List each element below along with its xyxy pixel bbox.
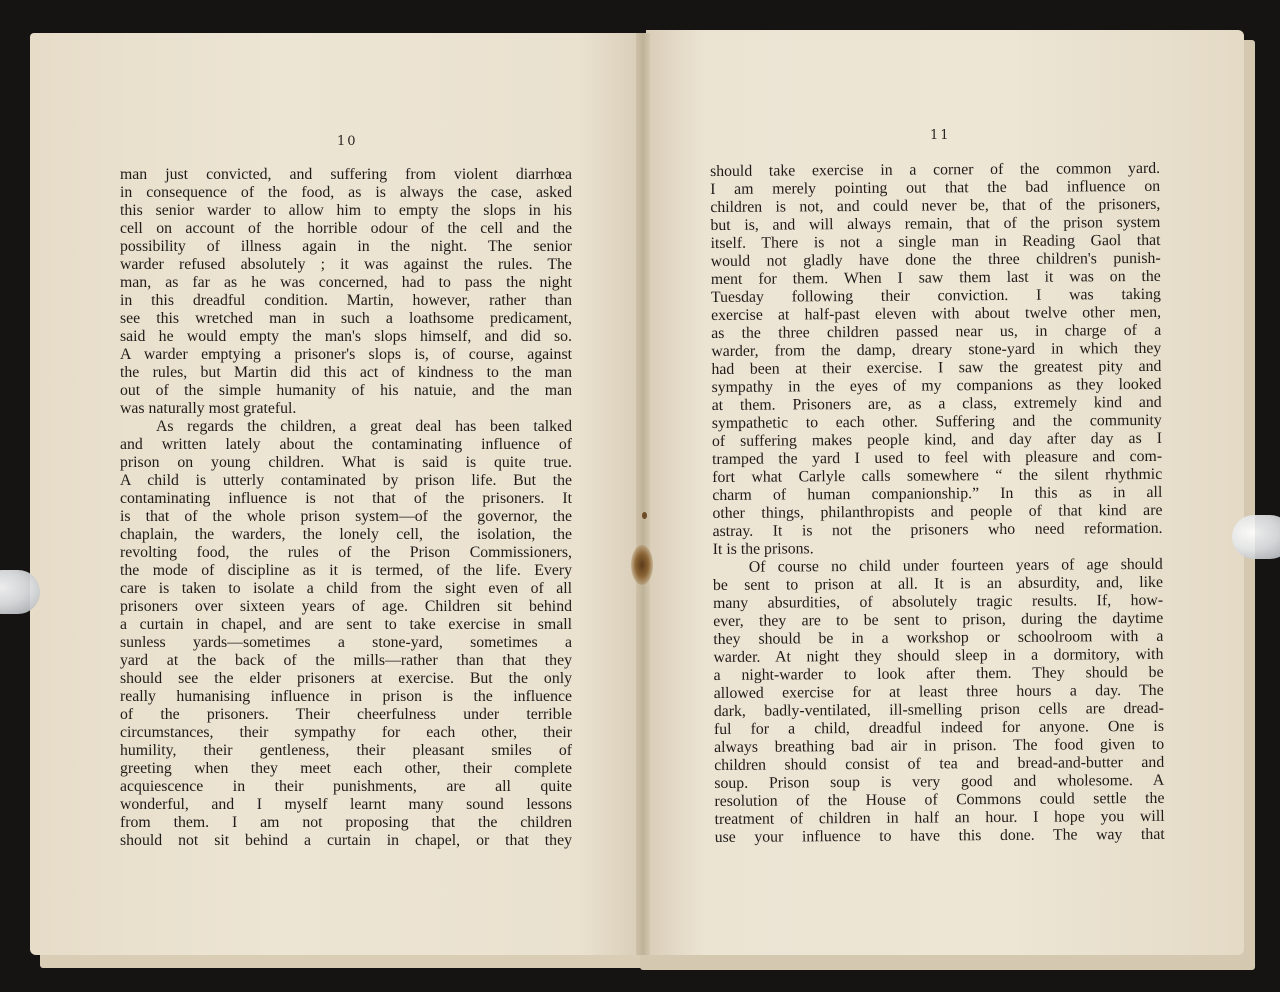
text-line: prisoners over sixteen years of age. Children sit behind xyxy=(120,598,572,615)
text-line: was naturally most grateful. xyxy=(120,400,297,417)
text-line: of suffering makes people kind, and day after day as I xyxy=(711,429,1162,450)
text-line: tramped the yard I used to feel with pleasure and com- xyxy=(712,447,1163,468)
text-line: humility, their gentleness, their pleasant smiles of xyxy=(120,742,572,759)
text-line: prison on young children. What is said is quite true. xyxy=(120,454,572,471)
text-line: A child is utterly contaminated by prison life. But the xyxy=(120,472,572,489)
text-line: in consequence of the food, as is always the case, asked xyxy=(120,184,572,201)
text-line: use your influence to have this done. The way that xyxy=(714,825,1165,846)
text-line: a curtain in chapel, and are sent to take exercise in small xyxy=(120,616,572,633)
text-line: warder. At night they should sleep in a dormitory, with xyxy=(713,645,1164,666)
text-line: charm of human companionship.” In this as in all xyxy=(712,483,1163,504)
text-line: revolting food, the rules of the Prison Commissioners, xyxy=(120,544,572,561)
text-line: said he would empty the man's slops himself, and did so. xyxy=(120,328,572,345)
gutter-stain xyxy=(631,545,653,585)
text-line: the mode of discipline as it is termed, of the life. Every xyxy=(120,562,572,579)
text-line: should not sit behind a curtain in chapel, or that they xyxy=(120,832,572,849)
text-line: chaplain, the warders, the lonely cell, the isolation, the xyxy=(120,526,572,543)
text-line: man just convicted, and suffering from violent diarrhœa xyxy=(120,166,572,183)
text-line: of the prisoners. Their cheerfulness under terrible xyxy=(120,706,572,723)
text-line: man, as far as he was concerned, had to pass the night xyxy=(120,274,572,291)
text-line: would not gladly have done the three children's punish- xyxy=(710,249,1161,270)
right-page-clip xyxy=(1232,515,1280,559)
text-line: this senior warder to allow him to empty the slops in his xyxy=(120,202,572,219)
text-line: sympathetic to each other. Suffering and the community xyxy=(711,411,1162,432)
text-line: astray. It is not the prisoners who need reformation. xyxy=(712,519,1163,540)
page-number-left: 10 xyxy=(337,134,358,149)
text-line: should see the elder prisoners at exercise. But the only xyxy=(120,670,572,687)
text-line: at them. Prisoners are, as a class, extremely kind and xyxy=(711,393,1162,414)
text-line: other things, philanthropists and people of that kind are xyxy=(712,501,1163,522)
text-line: children is not, and could never be, that of the prisoners, xyxy=(710,195,1161,216)
text-line: Of course no child under fourteen years of age should xyxy=(748,555,1163,576)
text-line: should take exercise in a corner of the common yard. xyxy=(710,159,1161,180)
text-line: many absurdities, of absolutely tragic results. If, how- xyxy=(713,591,1164,612)
text-line: but is, and will always remain, that of the prison system xyxy=(710,213,1161,234)
right-page-text xyxy=(710,160,1165,847)
text-line: ever, they are to be sent to prison, during the daytime xyxy=(713,609,1164,630)
text-line: had been at their exercise. I saw the greatest pity and xyxy=(711,357,1162,378)
text-line: I am merely pointing out that the bad influence on xyxy=(710,177,1161,198)
gutter-spot xyxy=(642,512,647,519)
text-line: resolution of the House of Commons could settle the xyxy=(714,789,1165,810)
text-line: sunless yards—sometimes a stone-yard, sometimes a xyxy=(120,634,572,651)
text-line: ment for them. When I saw them last it was on the xyxy=(710,267,1161,288)
text-line: warder, from the damp, dreary stone-yard in which they xyxy=(711,339,1162,360)
text-line: and written lately about the contaminating influence of xyxy=(120,436,572,453)
text-line: wonderful, and I myself learnt many sound lessons xyxy=(120,796,572,813)
text-line: exercise at half-past eleven with about twelve other men, xyxy=(711,303,1162,324)
text-line: warder refused absolutely ; it was against the rules. The xyxy=(120,256,572,273)
text-line: dark, badly-ventilated, ill-smelling prison cells are dread- xyxy=(713,699,1164,720)
text-line: ful for a child, dreadful indeed for anyone. One is xyxy=(713,717,1165,738)
text-line: circumstances, their sympathy for each other, their xyxy=(120,724,572,741)
text-line: out of the simple humanity of his natuie, and the man xyxy=(120,382,572,399)
text-line: from them. I am not proposing that the children xyxy=(120,814,572,831)
text-line: allowed exercise for at least three hours a day. The xyxy=(713,681,1164,702)
text-line: be sent to prison at all. It is an absurdity, and, like xyxy=(712,573,1163,594)
text-line: children should consist of tea and bread-and-butter and xyxy=(714,753,1165,774)
text-line: Tuesday following their conviction. I was taking xyxy=(710,285,1161,306)
text-line: a night-warder to look after them. They should be xyxy=(713,663,1164,684)
text-line: really humanising influence in prison is the influence xyxy=(120,688,572,705)
text-line: the rules, but Martin did this act of kindness to the man xyxy=(120,364,572,381)
text-line: treatment of children in half an hour. I hope you will xyxy=(714,807,1165,828)
text-line: A warder emptying a prisoner's slops is, of course, against xyxy=(120,346,572,363)
text-line: always breathing bad air in prison. The food given to xyxy=(714,735,1165,756)
text-line: As regards the children, a great deal has been talked xyxy=(156,418,572,435)
text-line: sympathy in the eyes of my companions as they looked xyxy=(711,375,1162,396)
text-line: is that of the whole prison system—of the governor, the xyxy=(120,508,572,525)
text-line: care is taken to isolate a child from the sight even of all xyxy=(120,580,572,597)
text-line: cell on account of the horrible odour of the cell and the xyxy=(120,220,572,237)
text-line: itself. There is not a single man in Reading Gaol that xyxy=(710,231,1161,252)
text-line: soup. Prison soup is very good and wholesome. A xyxy=(714,771,1165,792)
text-line: yard at the back of the mills—rather than that they xyxy=(120,652,572,669)
page-number-right: 11 xyxy=(930,128,951,143)
text-line: as the three children passed near us, in charge of a xyxy=(711,321,1162,342)
text-line: contaminating influence is not that of the prisoners. It xyxy=(120,490,572,507)
text-line: acquiescence in their punishments, are all quite xyxy=(120,778,572,795)
left-page-text xyxy=(120,166,572,850)
text-line: in this dreadful condition. Martin, however, rather than xyxy=(120,292,572,309)
text-line: see this wretched man in such a loathsome predicament, xyxy=(120,310,572,327)
text-line: they should be in a workshop or schoolroom with a xyxy=(713,627,1164,648)
text-line: It is the prisons. xyxy=(712,540,814,558)
text-line: fort what Carlyle calls somewhere “ the silent rhythmic xyxy=(712,465,1163,486)
text-line: possibility of illness again in the night. The senior xyxy=(120,238,572,255)
book-gutter xyxy=(636,33,650,955)
text-line: greeting when they meet each other, their complete xyxy=(120,760,572,777)
